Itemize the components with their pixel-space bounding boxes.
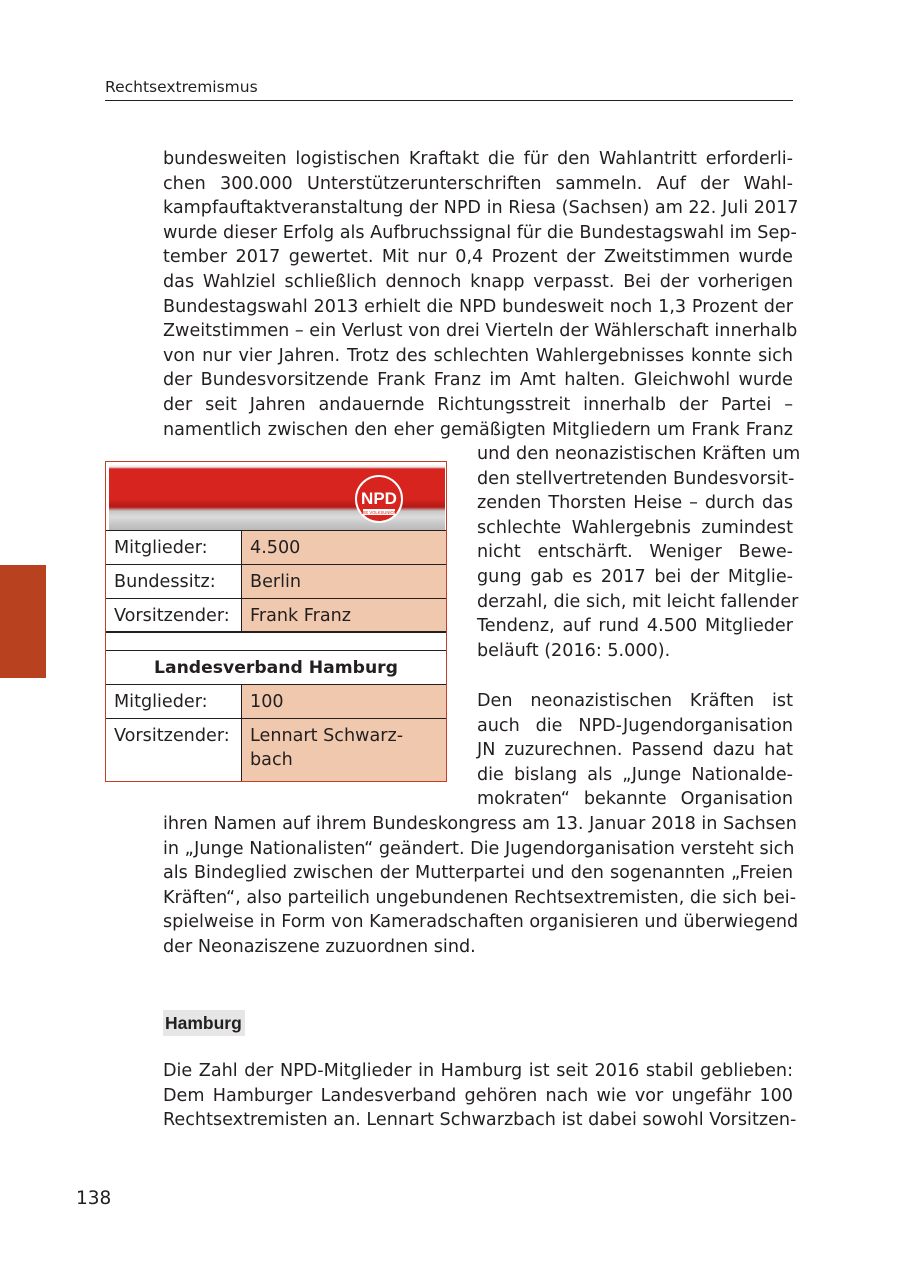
landesverband-title: Landesverband Hamburg [106,650,446,684]
row-label: Bundessitz: [106,565,242,598]
text-line: beläuft (2016: 5.000). [477,640,671,661]
paragraph-1-wrap [477,442,801,663]
row-label: Vorsitzender: [106,599,242,632]
npd-banner [109,465,445,530]
text-line: der Bundesvorsitzende Frank Franz im Amt halten. Gleichwohl wurde [163,370,793,391]
row-hamburg-vorsitzender [106,718,446,781]
text-line: Den neonazistischen Kräften ist [477,691,793,711]
paragraph-2 [163,812,799,960]
page-number: 138 [76,1188,112,1209]
row-hamburg-mitglieder [106,684,446,718]
text-line: Dem Hamburger Landesverband gehören nach wie vor ungefähr 100 [163,1085,793,1106]
text-line: nicht entschärft. Weniger Bewe- [477,542,793,563]
text-line: schlechte Wahlergebnis zumindest [477,517,793,538]
section-heading-hamburg: Hamburg [163,1010,245,1036]
npd-logo-icon [354,475,404,523]
paragraph-3 [163,1059,797,1133]
row-label: Mitglieder: [106,685,242,718]
text-line: auch die NPD-Jugendorganisation [477,715,793,736]
row-value: 4.500 [250,538,301,558]
text-line: Rechtsextremisten an. Lennart Schwarzbach ist dabei sowohl Vorsitzen- [163,1110,797,1131]
text-line: namentlich zwischen den eher gemäßigten Mitgliedern um Frank Franz [163,419,793,440]
text-line: ihren Namen auf ihrem Bundeskongress am 13. Januar 2018 in Sachsen [163,814,797,834]
text-line: gung gab es 2017 bei der Mitglie- [477,566,793,587]
text-line: spielweise in Form von Kameradschaften organisieren und überwiegend [163,912,799,933]
text-line: und den neonazistischen Kräften um [477,444,801,464]
text-line: kampfauftaktveranstaltung der NPD in Riesa (Sachsen) am 22. Juli 2017 [163,198,799,219]
paragraph-1 [163,147,799,442]
text-line: Bundestagswahl 2013 erhielt die NPD bundesweit noch 1,3 Prozent der [163,296,793,317]
text-line: von nur vier Jahren. Trotz des schlechten Wahlergebnisses konnte sich [163,345,793,366]
text-line: JN zuzurechnen. Passend dazu hat [477,740,793,761]
npd-logo-subtext: DIE VOLKSUNION [361,510,397,515]
text-line: mokraten“ bekannte Organisation [477,789,793,810]
row-value-line: bach [250,750,293,770]
text-line: der seit Jahren andauernde Richtungsstreit innerhalb der Partei – [163,394,793,415]
row-label: Mitglieder: [106,531,242,564]
row-value: 100 [250,692,284,712]
text-line: als Bindeglied zwischen der Mutterpartei und den sogenannten „Freien [163,863,793,884]
text-line: in „Junge Nationalisten“ geändert. Die Jugendorganisation versteht sich [163,838,795,859]
paragraph-2-wrap [477,689,793,812]
text-line: derzahl, die sich, mit leicht fallender [477,591,799,612]
text-line: zenden Thorsten Heise – durch das [477,493,793,514]
text-line: den stellvertretenden Bundesvorsit- [477,468,795,489]
text-line: Kräften“, also parteilich ungebundenen Rechtsextremisten, die sich bei- [163,887,797,908]
row-vorsitzender [106,598,446,632]
npd-logo-text: NPD [361,489,397,508]
npd-info-box [105,461,447,782]
running-header-title: Rechtsextremismus [105,78,258,96]
row-value: Frank Franz [250,606,352,626]
row-value: Berlin [250,572,302,592]
text-line: wurde dieser Erfolg als Aufbruchssignal für die Bundestagswahl im Sep- [163,222,797,243]
row-value [250,724,440,772]
text-line: der Neonaziszene zuzuordnen sind. [163,936,476,957]
row-label: Vorsitzender: [106,719,242,781]
row-bundessitz [106,564,446,598]
row-mitglieder [106,530,446,564]
text-line: das Wahlziel schließlich dennoch knapp verpasst. Bei der vorherigen [163,271,793,292]
running-header [105,76,793,101]
text-line: chen 300.000 Unterstützerunterschriften sammeln. Auf der Wahl- [163,173,793,194]
text-line: Tendenz, auf rund 4.500 Mitglieder [477,616,793,637]
text-line: die bislang als „Junge Nationalde- [477,764,793,785]
table-divider [106,631,446,633]
text-line: tember 2017 gewertet. Mit nur 0,4 Prozent der Zweitstimmen wurde [163,247,793,268]
row-value-line: Lennart Schwarz- [250,726,404,746]
text-line: Zweitstimmen – ein Verlust von drei Vierteln der Wählerschaft innerhalb [163,321,798,342]
chapter-tab-marker [0,565,46,678]
text-line: bundesweiten logistischen Kraftakt die für den Wahlantritt erforderli- [163,149,793,169]
text-line: Die Zahl der NPD-Mitglieder in Hamburg ist seit 2016 stabil geblieben: [163,1061,793,1081]
